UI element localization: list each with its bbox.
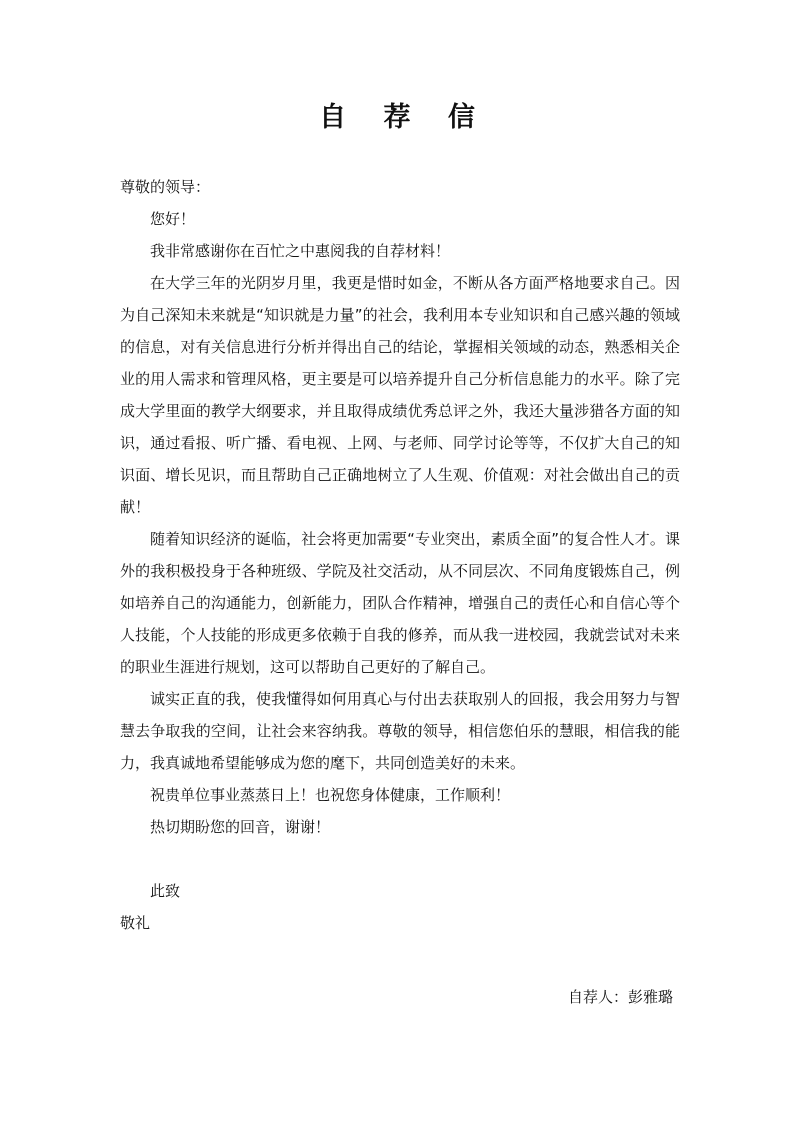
spacer [120, 843, 680, 875]
paragraph-closing: 热切期盼您的回音，谢谢！ [150, 818, 331, 836]
letter-title: 自 荐 信 [319, 102, 489, 133]
closing-jingli: 敬礼 [120, 914, 151, 932]
salutation: 尊敬的领导： [120, 178, 211, 196]
letter-body [120, 171, 680, 939]
signature: 自荐人：彭雅璐 [567, 988, 673, 1006]
paragraph-thanks: 我非常感谢你在百忙之中惠阅我的自荐材料！ [150, 242, 451, 260]
paragraph-activities: 随着知识经济的诞临，社会将更加需要“专业突出，素质全面”的复合性人才。课外的我积极投身于各种班级、学院及社交活动，从不同层次、不同角度锻炼自己，例如培养自己的沟通能力，创新能力，团队合作精神，增强自己的责任心和自信心等个人技能，个人技能的形成更多依赖于自我的修养，而从我一进校园，我就尝试对未来的职业生涯进行规划，这可以帮助自己更好的了解自己。 [120, 530, 680, 676]
greeting: 您好！ [150, 210, 196, 228]
paragraph-wishes: 祝贵单位事业蒸蒸日上！也祝您身体健康，工作顺利！ [150, 786, 511, 804]
paragraph-study: 在大学三年的光阴岁月里，我更是惜时如金，不断从各方面严格地要求自己。因为自己深知未来就是“知识就是力量”的社会，我利用本专业知识和自己感兴趣的领域的信息，对有关信息进行分析并得出自己的结论，掌握相关领域的动态，熟悉相关企业的用人需求和管理风格，更主要是可以培养提升自己分析信息能力的水平。除了完成大学里面的教学大纲要求，并且取得成绩优秀总评之外，我还大量涉猎各方面的知识，通过看报、听广播、看电视、上网、与老师、同学讨论等等，不仅扩大自己的知识面、增长见识，而且帮助自己正确地树立了人生观、价值观：对社会做出自己的贡献！ [120, 274, 680, 516]
closing-cizhi: 此致 [150, 882, 181, 900]
paragraph-character: 诚实正直的我，使我懂得如何用真心与付出去获取别人的回报，我会用努力与智慧去争取我的空间，让社会来容纳我。尊敬的领导，相信您伯乐的慧眼，相信我的能力，我真诚地希望能够成为您的麾下，共同创造美好的未来。 [120, 690, 680, 772]
